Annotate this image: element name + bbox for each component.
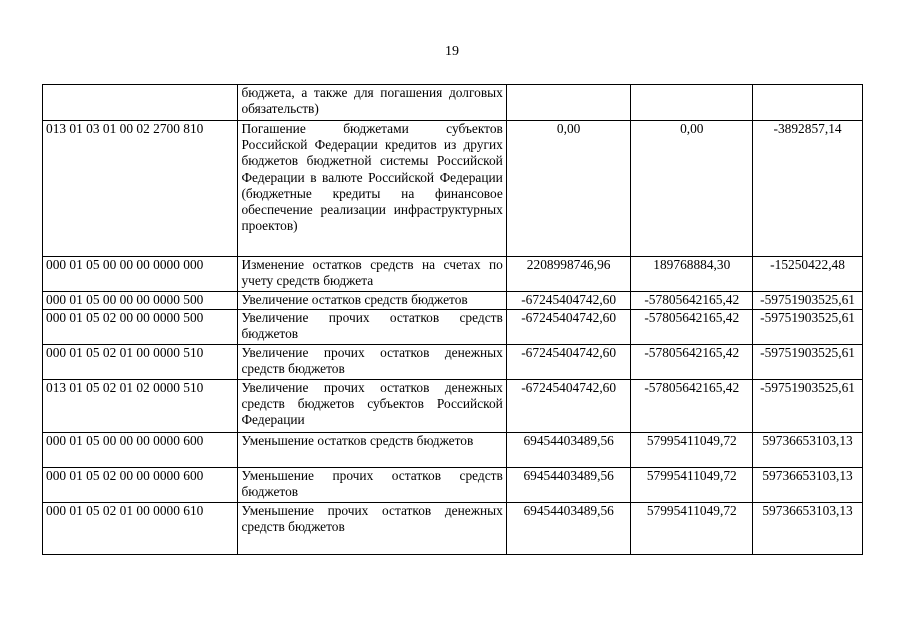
row-value-2: -57805642165,42	[631, 292, 753, 310]
row-code: 000 01 05 02 01 00 0000 610	[43, 503, 238, 555]
table-row	[43, 380, 863, 433]
row-value-1: 0,00	[506, 121, 631, 257]
row-code	[43, 85, 238, 121]
row-value-2: 0,00	[631, 121, 753, 257]
row-code: 000 01 05 00 00 00 0000 000	[43, 257, 238, 292]
row-code: 000 01 05 00 00 00 0000 500	[43, 292, 238, 310]
row-value-1: 69454403489,56	[506, 503, 631, 555]
row-value-2: -57805642165,42	[631, 380, 753, 433]
row-description: бюджета, а также для погашения долговых обязательств)	[238, 85, 506, 121]
row-value-3: -3892857,14	[753, 121, 863, 257]
row-value-1	[506, 85, 631, 121]
table-row	[43, 257, 863, 292]
row-description: Уменьшение остатков средств бюджетов	[238, 433, 506, 468]
table-row	[43, 121, 863, 257]
row-value-3: -59751903525,61	[753, 310, 863, 345]
row-value-1: -67245404742,60	[506, 345, 631, 380]
row-value-3	[753, 85, 863, 121]
row-value-3: -59751903525,61	[753, 380, 863, 433]
table-row	[43, 85, 863, 121]
row-value-3: -59751903525,61	[753, 292, 863, 310]
row-description: Увеличение прочих остатков средств бюджетов	[238, 310, 506, 345]
row-value-1: 69454403489,56	[506, 468, 631, 503]
row-description: Погашение бюджетами субъектов Российской Федерации кредитов из других бюджетов бюджетной системы Российской Федерации в валюте Российской Федерации (бюджетные кредиты на финансовое обеспечение реализации инфраструктурных проектов)	[238, 121, 506, 257]
row-description: Увеличение прочих остатков денежных средств бюджетов	[238, 345, 506, 380]
row-value-2: 57995411049,72	[631, 503, 753, 555]
row-value-3: 59736653103,13	[753, 433, 863, 468]
table-row	[43, 433, 863, 468]
row-value-2: 57995411049,72	[631, 468, 753, 503]
row-description: Увеличение прочих остатков денежных средств бюджетов субъектов Российской Федерации	[238, 380, 506, 433]
row-value-1: 2208998746,96	[506, 257, 631, 292]
table-row	[43, 345, 863, 380]
row-value-2	[631, 85, 753, 121]
row-value-3: 59736653103,13	[753, 503, 863, 555]
row-code: 013 01 03 01 00 02 2700 810	[43, 121, 238, 257]
table-row	[43, 310, 863, 345]
table-row	[43, 292, 863, 310]
row-value-3: 59736653103,13	[753, 468, 863, 503]
row-value-2: -57805642165,42	[631, 310, 753, 345]
table-row	[43, 503, 863, 555]
row-value-3: -15250422,48	[753, 257, 863, 292]
row-code: 000 01 05 02 01 00 0000 510	[43, 345, 238, 380]
table-row	[43, 468, 863, 503]
budget-sources-table	[42, 84, 863, 555]
row-description: Изменение остатков средств на счетах по учету средств бюджета	[238, 257, 506, 292]
row-value-1: -67245404742,60	[506, 310, 631, 345]
page-number: 19	[445, 44, 459, 59]
row-code: 000 01 05 02 00 00 0000 600	[43, 468, 238, 503]
row-value-2: 57995411049,72	[631, 433, 753, 468]
row-code: 013 01 05 02 01 02 0000 510	[43, 380, 238, 433]
row-description: Уменьшение прочих остатков средств бюджетов	[238, 468, 506, 503]
row-value-2: 189768884,30	[631, 257, 753, 292]
row-value-1: -67245404742,60	[506, 380, 631, 433]
row-value-2: -57805642165,42	[631, 345, 753, 380]
row-value-1: 69454403489,56	[506, 433, 631, 468]
row-value-1: -67245404742,60	[506, 292, 631, 310]
row-description: Увеличение остатков средств бюджетов	[238, 292, 506, 310]
row-description: Уменьшение прочих остатков денежных средств бюджетов	[238, 503, 506, 555]
row-code: 000 01 05 02 00 00 0000 500	[43, 310, 238, 345]
row-value-3: -59751903525,61	[753, 345, 863, 380]
row-code: 000 01 05 00 00 00 0000 600	[43, 433, 238, 468]
